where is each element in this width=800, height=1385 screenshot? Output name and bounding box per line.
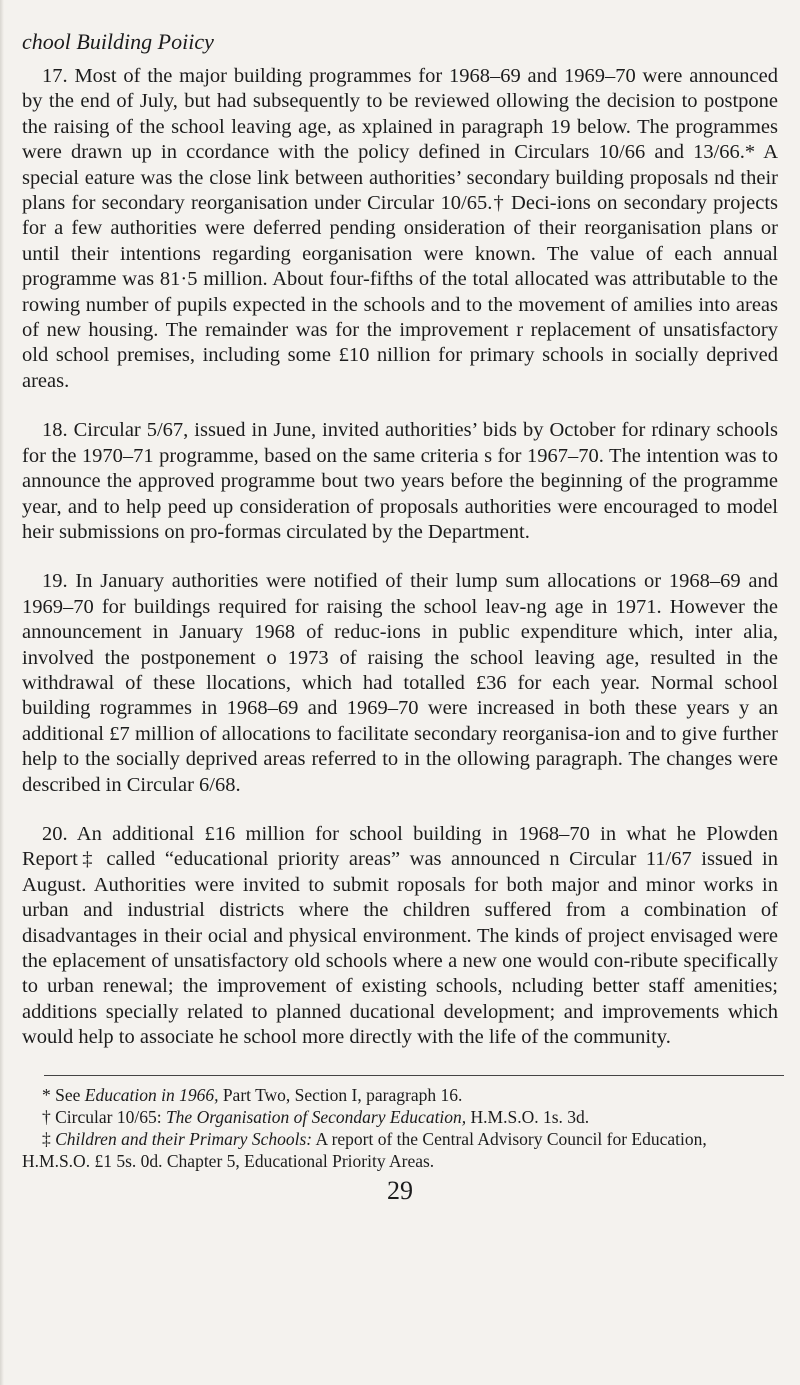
footnote-title: Education in 1966, bbox=[84, 1084, 219, 1105]
paragraph-19: 19. In January authorities were notified of their lump sum allocations or 1968–69 and 1969–70 for buildings required for raising the school leav-ng age in 1971. However the announcement in January 1968 of reduc-ions in public expenditure which, inter alia, involved the postponement o 1973 of raising the school leaving age, resulted in the withdrawal of these llocations, which had totalled £36 for each year. Normal school building rogrammes in 1968–69 and 1969–70 were increased in both these years y an additional £7 million of allocations to facilitate secondary reorganisa-ion and to give further help to the socially deprived areas referred to in the ollowing paragraph. The changes were described in Circular 6/68. bbox=[22, 570, 778, 796]
footnote-divider bbox=[44, 1075, 784, 1076]
footnote-text: A report of the Central Advisory Council for Education, H.M.S.O. £1 5s. 0d. Chapter 5, Educational Priority Areas. bbox=[22, 1128, 707, 1171]
footnote-double-dagger bbox=[22, 1128, 778, 1172]
footnote-dagger bbox=[22, 1106, 778, 1128]
footnote-mark: * bbox=[42, 1084, 56, 1105]
section-heading: chool Building Poiicy bbox=[22, 29, 214, 54]
paragraph-20: 20. An additional £16 million for school building in 1968–70 in what he Plowden Report‡ called “educational priority areas” was announced n Circular 11/67 issued in August. Authorities were invited to submit roposals for both major and minor works in urban and industrial districts where the children suffered from a combination of disadvantages in their ocial and physical environment. The kinds of project envisaged were the eplacement of unsatisfactory old schools where a new one would con-ribute specifically to urban renewal; the improvement of existing schools, ncluding better staff amenities; additions specially related to planned ducational development; and improvements which would help to associate he school more directly with the life of the community. bbox=[22, 822, 778, 1049]
page-number: 29 bbox=[387, 1175, 413, 1205]
paragraph-17: 17. Most of the major building programmes for 1968–69 and 1969–70 were announced by the end of July, but had subsequently to be reviewed ollowing the decision to postpone the raising of the school leaving age, as xplained in paragraph 19 below. The programmes were drawn up in ccordance with the policy defined in Circulars 10/66 and 13/66.* A special eature was the close link between authorities’ secondary building proposals nd their plans for secondary reorganisation under Circular 10/65.† Deci-ions on secondary projects for a few authorities were deferred pending onsideration of their reorganisation plans or until their intentions regarding eorganisation were known. The value of each annual programme was 81·5 million. About four-fifths of the total allocated was attributable to the rowing number of pupils expected in the schools and to the movement of amilies into areas of new housing. The remainder was for the improvement r replacement of unsatisfactory old school premises, including some £10 nillion for primary schools in socially deprived areas. bbox=[22, 65, 778, 392]
footnote-title: The Organisation of Secondary Education, bbox=[165, 1106, 467, 1127]
footnote-mark: ‡ bbox=[42, 1128, 56, 1149]
paragraph-18: 18. Circular 5/67, issued in June, invited authorities’ bids by October for rdinary schools for the 1970–71 programme, based on the same criteria s for 1967–70. The intention was to announce the approved programme bout two years before the beginning of the programme year, and to help peed up consideration of proposals authorities were encouraged to model heir submissions on pro-formas circulated by the Department. bbox=[22, 419, 778, 543]
footnote-text: Part Two, Section I, paragraph 16. bbox=[218, 1084, 463, 1105]
footnote-text: See bbox=[55, 1084, 85, 1105]
footnote-mark: † bbox=[42, 1106, 56, 1127]
footnotes bbox=[22, 1084, 778, 1172]
footnote-title: Children and their Primary Schools: bbox=[55, 1128, 313, 1149]
footnote-text: Circular 10/65: bbox=[55, 1106, 166, 1127]
footnote-star bbox=[22, 1084, 778, 1106]
footnote-text: H.M.S.O. 1s. 3d. bbox=[466, 1106, 590, 1127]
